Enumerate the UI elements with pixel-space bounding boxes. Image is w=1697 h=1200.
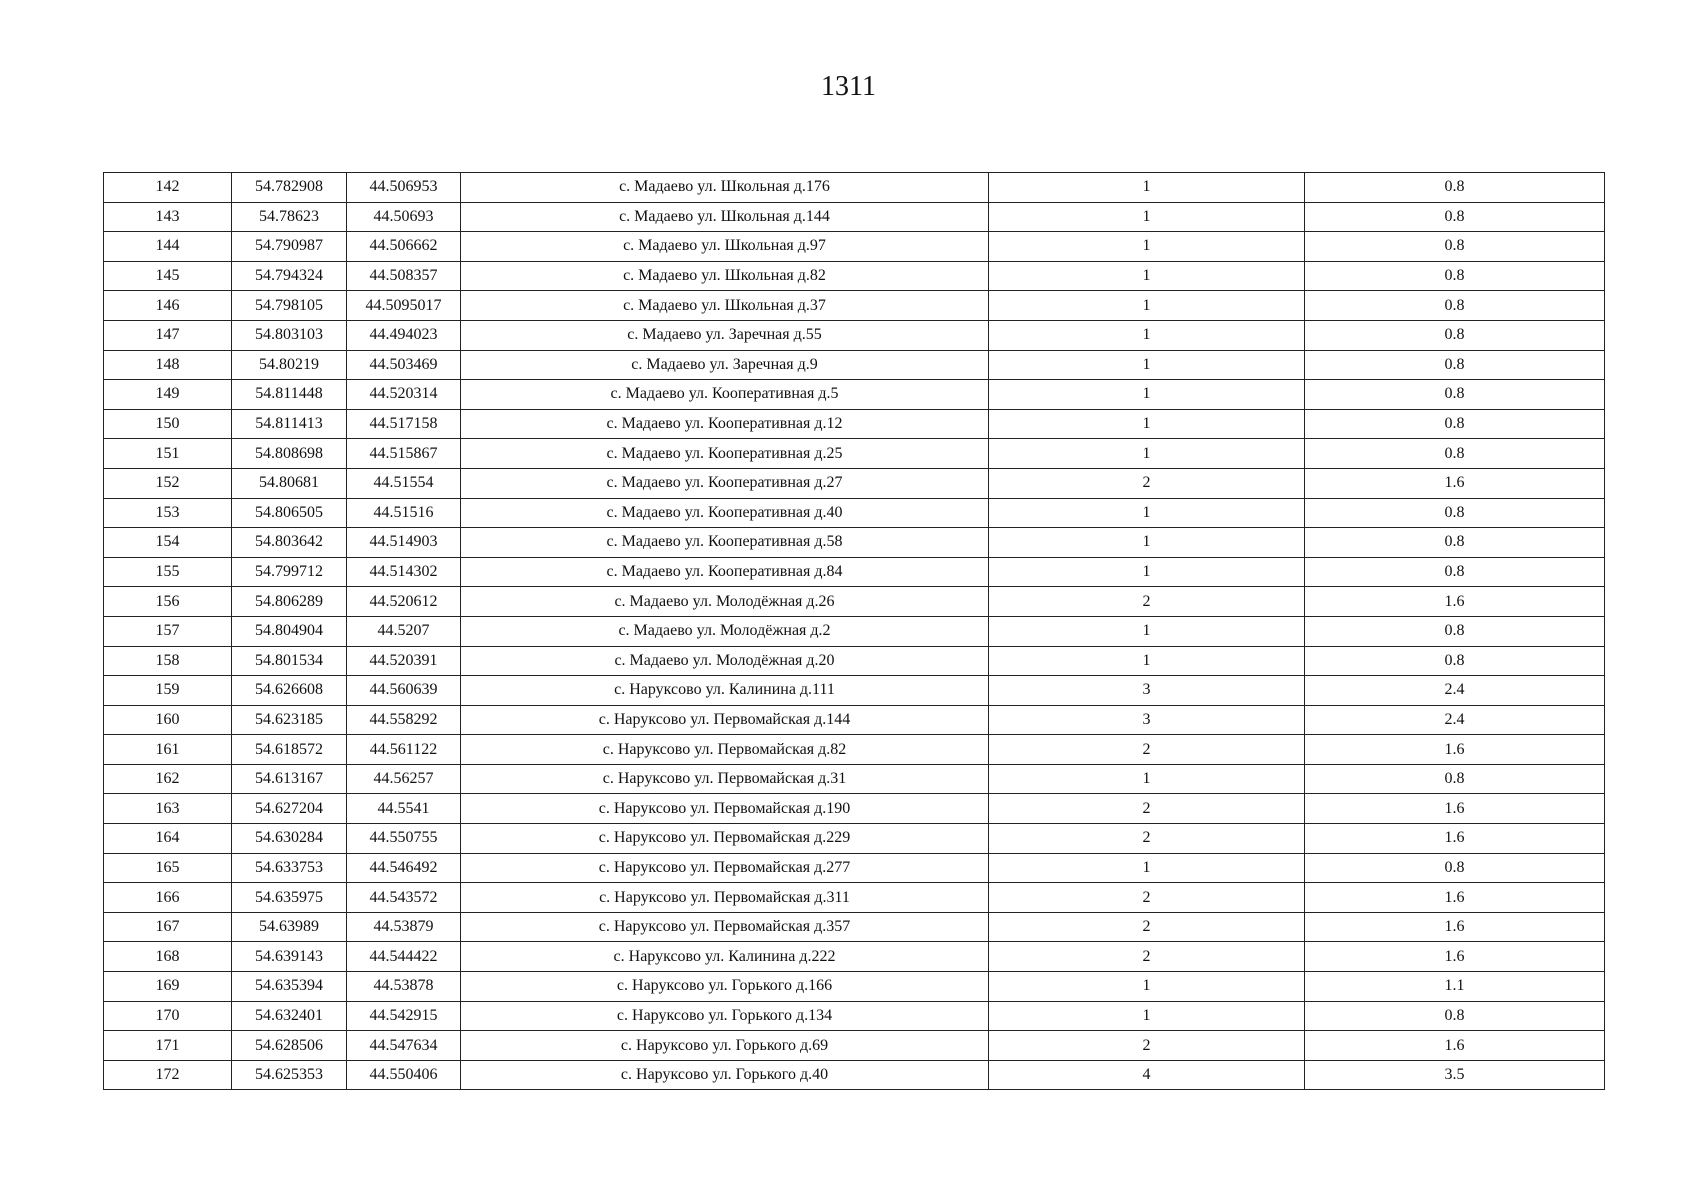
longitude-cell: 44.5541 — [347, 794, 461, 824]
count-cell: 1 — [989, 320, 1305, 350]
address-cell: с. Наруксово ул. Первомайская д.82 — [461, 735, 989, 765]
latitude-cell: 54.63989 — [232, 912, 347, 942]
row-number-cell: 143 — [104, 202, 232, 232]
row-number-cell: 172 — [104, 1060, 232, 1090]
longitude-cell: 44.56257 — [347, 764, 461, 794]
longitude-cell: 44.558292 — [347, 705, 461, 735]
volume-cell: 0.8 — [1305, 1001, 1605, 1031]
latitude-cell: 54.632401 — [232, 1001, 347, 1031]
address-cell: с. Мадаево ул. Школьная д.144 — [461, 202, 989, 232]
count-cell: 1 — [989, 528, 1305, 558]
volume-cell: 0.8 — [1305, 616, 1605, 646]
volume-cell: 1.6 — [1305, 587, 1605, 617]
latitude-cell: 54.806505 — [232, 498, 347, 528]
row-number-cell: 166 — [104, 883, 232, 913]
table-row — [104, 587, 1605, 617]
row-number-cell: 163 — [104, 794, 232, 824]
count-cell: 1 — [989, 853, 1305, 883]
address-cell: с. Мадаево ул. Школьная д.97 — [461, 232, 989, 262]
row-number-cell: 161 — [104, 735, 232, 765]
volume-cell: 0.8 — [1305, 557, 1605, 587]
volume-cell: 0.8 — [1305, 320, 1605, 350]
volume-cell: 0.8 — [1305, 764, 1605, 794]
row-number-cell: 169 — [104, 972, 232, 1002]
row-number-cell: 145 — [104, 261, 232, 291]
address-cell: с. Мадаево ул. Кооперативная д.25 — [461, 439, 989, 469]
count-cell: 1 — [989, 439, 1305, 469]
table-row — [104, 439, 1605, 469]
count-cell: 1 — [989, 380, 1305, 410]
count-cell: 2 — [989, 912, 1305, 942]
table-row — [104, 883, 1605, 913]
address-cell: с. Мадаево ул. Школьная д.82 — [461, 261, 989, 291]
address-cell: с. Мадаево ул. Кооперативная д.5 — [461, 380, 989, 410]
table-row — [104, 202, 1605, 232]
address-cell: с. Мадаево ул. Кооперативная д.12 — [461, 409, 989, 439]
table-row — [104, 173, 1605, 203]
table-row — [104, 616, 1605, 646]
table-row — [104, 291, 1605, 321]
count-cell: 1 — [989, 972, 1305, 1002]
address-cell: с. Наруксово ул. Первомайская д.31 — [461, 764, 989, 794]
row-number-cell: 160 — [104, 705, 232, 735]
longitude-cell: 44.51554 — [347, 468, 461, 498]
address-cell: с. Наруксово ул. Первомайская д.144 — [461, 705, 989, 735]
count-cell: 1 — [989, 350, 1305, 380]
latitude-cell: 54.803642 — [232, 528, 347, 558]
row-number-cell: 156 — [104, 587, 232, 617]
address-cell: с. Мадаево ул. Кооперативная д.40 — [461, 498, 989, 528]
row-number-cell: 146 — [104, 291, 232, 321]
table-row — [104, 764, 1605, 794]
row-number-cell: 165 — [104, 853, 232, 883]
table-row — [104, 1060, 1605, 1090]
data-table — [103, 172, 1605, 1090]
count-cell: 2 — [989, 1031, 1305, 1061]
count-cell: 1 — [989, 173, 1305, 203]
count-cell: 1 — [989, 764, 1305, 794]
latitude-cell: 54.626608 — [232, 676, 347, 706]
count-cell: 1 — [989, 1001, 1305, 1031]
address-cell: с. Наруксово ул. Первомайская д.229 — [461, 824, 989, 854]
count-cell: 2 — [989, 735, 1305, 765]
latitude-cell: 54.794324 — [232, 261, 347, 291]
volume-cell: 1.6 — [1305, 883, 1605, 913]
address-cell: с. Мадаево ул. Молодёжная д.2 — [461, 616, 989, 646]
row-number-cell: 168 — [104, 942, 232, 972]
table-row — [104, 705, 1605, 735]
table-row — [104, 853, 1605, 883]
latitude-cell: 54.801534 — [232, 646, 347, 676]
latitude-cell: 54.811448 — [232, 380, 347, 410]
count-cell: 1 — [989, 409, 1305, 439]
row-number-cell: 164 — [104, 824, 232, 854]
row-number-cell: 162 — [104, 764, 232, 794]
address-cell: с. Мадаево ул. Молодёжная д.26 — [461, 587, 989, 617]
latitude-cell: 54.618572 — [232, 735, 347, 765]
volume-cell: 1.6 — [1305, 468, 1605, 498]
volume-cell: 1.6 — [1305, 735, 1605, 765]
address-cell: с. Мадаево ул. Кооперативная д.58 — [461, 528, 989, 558]
table-row — [104, 468, 1605, 498]
table-row — [104, 676, 1605, 706]
table-row — [104, 735, 1605, 765]
row-number-cell: 159 — [104, 676, 232, 706]
longitude-cell: 44.494023 — [347, 320, 461, 350]
longitude-cell: 44.5095017 — [347, 291, 461, 321]
longitude-cell: 44.550755 — [347, 824, 461, 854]
address-cell: с. Наруксово ул. Горького д.40 — [461, 1060, 989, 1090]
volume-cell: 0.8 — [1305, 261, 1605, 291]
count-cell: 1 — [989, 498, 1305, 528]
row-number-cell: 152 — [104, 468, 232, 498]
latitude-cell: 54.808698 — [232, 439, 347, 469]
address-cell: с. Мадаево ул. Заречная д.9 — [461, 350, 989, 380]
table-row — [104, 912, 1605, 942]
latitude-cell: 54.804904 — [232, 616, 347, 646]
latitude-cell: 54.806289 — [232, 587, 347, 617]
latitude-cell: 54.80681 — [232, 468, 347, 498]
longitude-cell: 44.517158 — [347, 409, 461, 439]
longitude-cell: 44.546492 — [347, 853, 461, 883]
volume-cell: 0.8 — [1305, 173, 1605, 203]
longitude-cell: 44.520612 — [347, 587, 461, 617]
longitude-cell: 44.514302 — [347, 557, 461, 587]
volume-cell: 1.6 — [1305, 942, 1605, 972]
address-cell: с. Мадаево ул. Молодёжная д.20 — [461, 646, 989, 676]
count-cell: 2 — [989, 468, 1305, 498]
longitude-cell: 44.561122 — [347, 735, 461, 765]
volume-cell: 1.1 — [1305, 972, 1605, 1002]
count-cell: 1 — [989, 557, 1305, 587]
table-row — [104, 942, 1605, 972]
longitude-cell: 44.514903 — [347, 528, 461, 558]
table-row — [104, 794, 1605, 824]
volume-cell: 0.8 — [1305, 291, 1605, 321]
address-cell: с. Наруксово ул. Горького д.166 — [461, 972, 989, 1002]
longitude-cell: 44.550406 — [347, 1060, 461, 1090]
count-cell: 2 — [989, 587, 1305, 617]
volume-cell: 2.4 — [1305, 676, 1605, 706]
volume-cell: 0.8 — [1305, 646, 1605, 676]
volume-cell: 1.6 — [1305, 1031, 1605, 1061]
table-body — [104, 173, 1605, 1090]
longitude-cell: 44.5207 — [347, 616, 461, 646]
address-cell: с. Мадаево ул. Школьная д.176 — [461, 173, 989, 203]
count-cell: 3 — [989, 676, 1305, 706]
address-cell: с. Наруксово ул. Первомайская д.357 — [461, 912, 989, 942]
volume-cell: 2.4 — [1305, 705, 1605, 735]
row-number-cell: 170 — [104, 1001, 232, 1031]
volume-cell: 0.8 — [1305, 232, 1605, 262]
count-cell: 2 — [989, 883, 1305, 913]
volume-cell: 1.6 — [1305, 794, 1605, 824]
table-row — [104, 528, 1605, 558]
row-number-cell: 153 — [104, 498, 232, 528]
latitude-cell: 54.811413 — [232, 409, 347, 439]
latitude-cell: 54.635975 — [232, 883, 347, 913]
count-cell: 2 — [989, 942, 1305, 972]
table-row — [104, 1001, 1605, 1031]
volume-cell: 0.8 — [1305, 439, 1605, 469]
volume-cell: 3.5 — [1305, 1060, 1605, 1090]
count-cell: 1 — [989, 261, 1305, 291]
address-cell: с. Наруксово ул. Калинина д.222 — [461, 942, 989, 972]
count-cell: 4 — [989, 1060, 1305, 1090]
count-cell: 2 — [989, 794, 1305, 824]
table-row — [104, 232, 1605, 262]
row-number-cell: 150 — [104, 409, 232, 439]
volume-cell: 1.6 — [1305, 912, 1605, 942]
row-number-cell: 142 — [104, 173, 232, 203]
address-cell: с. Мадаево ул. Заречная д.55 — [461, 320, 989, 350]
count-cell: 3 — [989, 705, 1305, 735]
latitude-cell: 54.790987 — [232, 232, 347, 262]
address-cell: с. Наруксово ул. Первомайская д.277 — [461, 853, 989, 883]
table-row — [104, 380, 1605, 410]
address-cell: с. Наруксово ул. Калинина д.111 — [461, 676, 989, 706]
table-row — [104, 557, 1605, 587]
row-number-cell: 171 — [104, 1031, 232, 1061]
page-number: 1311 — [821, 71, 876, 102]
row-number-cell: 158 — [104, 646, 232, 676]
latitude-cell: 54.635394 — [232, 972, 347, 1002]
table-row — [104, 320, 1605, 350]
latitude-cell: 54.782908 — [232, 173, 347, 203]
longitude-cell: 44.53878 — [347, 972, 461, 1002]
address-cell: с. Мадаево ул. Школьная д.37 — [461, 291, 989, 321]
volume-cell: 0.8 — [1305, 528, 1605, 558]
longitude-cell: 44.520391 — [347, 646, 461, 676]
count-cell: 1 — [989, 291, 1305, 321]
count-cell: 2 — [989, 824, 1305, 854]
count-cell: 1 — [989, 616, 1305, 646]
row-number-cell: 144 — [104, 232, 232, 262]
longitude-cell: 44.503469 — [347, 350, 461, 380]
longitude-cell: 44.506662 — [347, 232, 461, 262]
table-row — [104, 350, 1605, 380]
address-cell: с. Наруксово ул. Первомайская д.311 — [461, 883, 989, 913]
table-row — [104, 646, 1605, 676]
volume-cell: 0.8 — [1305, 853, 1605, 883]
table-row — [104, 972, 1605, 1002]
volume-cell: 0.8 — [1305, 380, 1605, 410]
row-number-cell: 157 — [104, 616, 232, 646]
latitude-cell: 54.639143 — [232, 942, 347, 972]
count-cell: 1 — [989, 232, 1305, 262]
table-row — [104, 824, 1605, 854]
row-number-cell: 149 — [104, 380, 232, 410]
volume-cell: 0.8 — [1305, 350, 1605, 380]
longitude-cell: 44.542915 — [347, 1001, 461, 1031]
latitude-cell: 54.628506 — [232, 1031, 347, 1061]
latitude-cell: 54.80219 — [232, 350, 347, 380]
longitude-cell: 44.520314 — [347, 380, 461, 410]
row-number-cell: 155 — [104, 557, 232, 587]
count-cell: 1 — [989, 646, 1305, 676]
latitude-cell: 54.627204 — [232, 794, 347, 824]
latitude-cell: 54.623185 — [232, 705, 347, 735]
address-cell: с. Наруксово ул. Горького д.134 — [461, 1001, 989, 1031]
latitude-cell: 54.633753 — [232, 853, 347, 883]
row-number-cell: 154 — [104, 528, 232, 558]
latitude-cell: 54.625353 — [232, 1060, 347, 1090]
longitude-cell: 44.50693 — [347, 202, 461, 232]
longitude-cell: 44.543572 — [347, 883, 461, 913]
address-cell: с. Мадаево ул. Кооперативная д.27 — [461, 468, 989, 498]
volume-cell: 0.8 — [1305, 202, 1605, 232]
longitude-cell: 44.560639 — [347, 676, 461, 706]
latitude-cell: 54.803103 — [232, 320, 347, 350]
latitude-cell: 54.613167 — [232, 764, 347, 794]
table-row — [104, 409, 1605, 439]
count-cell: 1 — [989, 202, 1305, 232]
longitude-cell: 44.515867 — [347, 439, 461, 469]
longitude-cell: 44.506953 — [347, 173, 461, 203]
latitude-cell: 54.798105 — [232, 291, 347, 321]
latitude-cell: 54.630284 — [232, 824, 347, 854]
latitude-cell: 54.799712 — [232, 557, 347, 587]
longitude-cell: 44.544422 — [347, 942, 461, 972]
table-row — [104, 1031, 1605, 1061]
address-cell: с. Наруксово ул. Первомайская д.190 — [461, 794, 989, 824]
longitude-cell: 44.53879 — [347, 912, 461, 942]
row-number-cell: 167 — [104, 912, 232, 942]
address-cell: с. Наруксово ул. Горького д.69 — [461, 1031, 989, 1061]
volume-cell: 1.6 — [1305, 824, 1605, 854]
volume-cell: 0.8 — [1305, 409, 1605, 439]
table-row — [104, 498, 1605, 528]
table-row — [104, 261, 1605, 291]
row-number-cell: 147 — [104, 320, 232, 350]
volume-cell: 0.8 — [1305, 498, 1605, 528]
address-cell: с. Мадаево ул. Кооперативная д.84 — [461, 557, 989, 587]
longitude-cell: 44.508357 — [347, 261, 461, 291]
row-number-cell: 148 — [104, 350, 232, 380]
row-number-cell: 151 — [104, 439, 232, 469]
longitude-cell: 44.547634 — [347, 1031, 461, 1061]
latitude-cell: 54.78623 — [232, 202, 347, 232]
longitude-cell: 44.51516 — [347, 498, 461, 528]
